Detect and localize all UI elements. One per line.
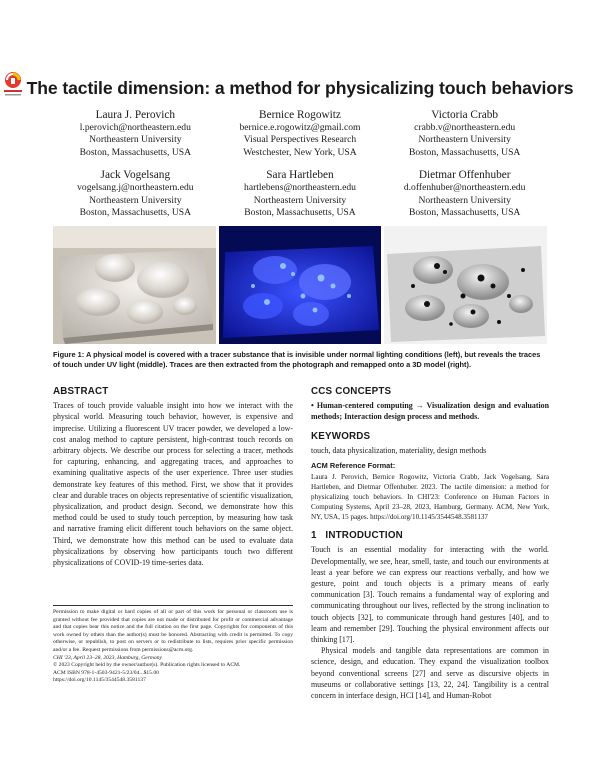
author-block <box>382 168 547 219</box>
reference-text: Laura J. Perovich, Bernice Rogowitz, Victoria Crabb, Jack Vogelsang, Sara Hartleben, and Dietmar Offenhuber. 2023. The tactile dimension: a method for physicalizing touch behaviors. In CHI'23: Conference on Human Factors in Computing Systems, April 23–28, 2023, Hamburg, Germany. ACM, New York, NY, USA, 15 pages. https://doi.org/10.1145/3544548.3581137 <box>311 473 549 522</box>
permission-text: Permission to make digital or hard copies of all or part of this work for personal or classroom use is granted without fee provided that copies are not made or distributed for profit or commercial advantage and that copies bear this notice and the full citation on the first page. Copyrights for components of this work owned by others than the author(s) must be honored. Abstracting with credit is permitted. To copy otherwise, or republish, to post on servers or to redistribute to lists, requires prior specific permission and/or a fee. Request permissions from permissions@acm.org. <box>53 609 293 653</box>
photo-physical-model <box>53 226 216 344</box>
author-location: Boston, Massachusetts, USA <box>408 146 521 158</box>
figure-1-photos <box>53 226 547 344</box>
author-location: Boston, Massachusetts, USA <box>244 207 356 219</box>
intro-paragraph-2: Physical models and tangible data representations are common in science, design, and education. They expand the visualization toolbox beyond conventional screens [27] and serve as discursive objects in museums or collaborative settings [13, 22, 24]. Tangibility is a central concern in interface design, HCI [14], and Human-Robot <box>311 646 549 701</box>
author-email[interactable]: bernice.e.rogowitz@gmail.com <box>239 122 361 133</box>
author-location: Boston, Massachusetts, USA <box>79 207 192 219</box>
author-block <box>53 108 218 159</box>
author-affiliation: Northeastern University <box>89 134 182 146</box>
ccs-heading: CCS CONCEPTS <box>311 386 392 397</box>
conference-info: CHI '23, April 23–28, 2023, Hamburg, Germany <box>53 654 163 661</box>
author-email[interactable]: d.offenhuber@northeastern.edu <box>403 182 526 194</box>
author-name: Sara Hartleben <box>266 169 334 182</box>
author-affiliation: Northeastern University <box>418 134 511 146</box>
keywords-text: touch, data physicalization, materiality, design methods <box>311 445 487 455</box>
copyright-notice: © 2023 Copyright held by the owner/author(s). Publication rights licensed to ACM. <box>53 662 241 669</box>
abstract-heading: ABSTRACT <box>53 386 109 397</box>
author-name: Victoria Crabb <box>431 109 499 121</box>
author-name: Jack Vogelsang <box>100 169 171 182</box>
author-list <box>53 108 547 219</box>
paper-title: The tactile dimension: a method for physicalizing touch behaviors <box>26 78 574 98</box>
introduction-section <box>311 530 549 701</box>
author-block <box>218 108 383 159</box>
author-block <box>53 168 218 219</box>
figure-1 <box>53 226 547 344</box>
author-name: Laura J. Perovich <box>95 109 176 121</box>
left-column <box>53 386 293 568</box>
author-block <box>382 108 547 159</box>
caption-label: Figure 1: <box>53 350 85 359</box>
author-affiliation: Visual Perspectives Research <box>243 134 357 146</box>
author-block <box>218 168 383 219</box>
author-email[interactable]: crabb.v@northeastern.edu <box>414 122 516 133</box>
introduction-heading: 1 INTRODUCTION <box>311 530 403 542</box>
doi-link[interactable]: https://doi.org/10.1145/3544548.3581137 <box>53 677 146 684</box>
ccs-text: • Human-centered computing → Visualization design and evaluation methods; Interaction design process and methods. <box>311 401 549 422</box>
author-email[interactable]: l.perovich@northeastern.edu <box>79 122 191 133</box>
isbn: ACM ISBN 978-1-4503-9421-5/23/04...$15.00 <box>53 669 159 676</box>
figure-1-caption <box>53 350 547 371</box>
author-affiliation: Northeastern University <box>89 194 182 206</box>
photo-uv-light <box>219 226 381 344</box>
author-email[interactable]: hartlebens@northeastern.edu <box>244 182 356 194</box>
author-email[interactable]: vogelsang.j@northeastern.edu <box>77 182 194 194</box>
render-3d-model <box>384 226 547 344</box>
author-name: Dietmar Offenhuber <box>418 169 511 182</box>
author-affiliation: Northeastern University <box>418 194 511 206</box>
author-location: Westchester, New York, USA <box>243 146 357 158</box>
abstract-text: Traces of touch provide valuable insight into how we interact with the physical world. Measuring touch behavior, however, is expensive and imprecise. Utilizing a fluorescent UV tracer powder, we developed a low-cost analog method to capture persistent, high-contrast touch records on arbitrary objects. We describe our process for selecting a tracer, methods for capturing, enhancing, and aggregating traces, and approaches to examining qualitative aspects of the user experience. Three user studies demonstrate key features of this method. First, we show that it provides clear and durable traces on objects representative of scientific visualization, physicalization, and product design. Second, we demonstrate how this method could be used to study touch perception, by measuring how task and narrative framing elicit different touch behaviors on the same object. Third, we demonstrate how this method can be used to evaluate data physicalizations by observing how participants touch two different physicalizations of COVID-19 time-series data. <box>53 401 293 568</box>
author-location: Boston, Massachusetts, USA <box>79 146 192 158</box>
caption-text: A physical model is covered with a tracer substance that is invisible under normal lighting conditions (left), but reveals the traces of touch under UV light (middle). Traces are then extracted from the photograph and remapped onto a 3D model (right). <box>53 350 541 370</box>
author-location: Boston, Massachusetts, USA <box>408 207 521 219</box>
right-column <box>311 386 549 701</box>
author-affiliation: Northeastern University <box>253 194 347 206</box>
permission-block <box>53 605 293 685</box>
reference-heading: ACM Reference Format: <box>311 461 396 471</box>
intro-paragraph-1: Touch is an essential modality for interacting with the world. Developmentally, we see, hear, smell, taste, and touch our environments at least a year before we can express our reactions verbally, and how we gesture, point and touch objects is a primary means of early communication [3]. Touch remains a fundamental way of exploring and communicating throughout our lives, reflected by the strong inclination to touch objects [32], to communicate through hand gestures [40], and to learn and remember [29]. Touching the physical environment affects our thinking [17]. <box>311 545 549 645</box>
abstract-section <box>53 386 293 568</box>
author-name: Bernice Rogowitz <box>259 109 341 121</box>
keywords-heading: KEYWORDS <box>311 430 371 442</box>
